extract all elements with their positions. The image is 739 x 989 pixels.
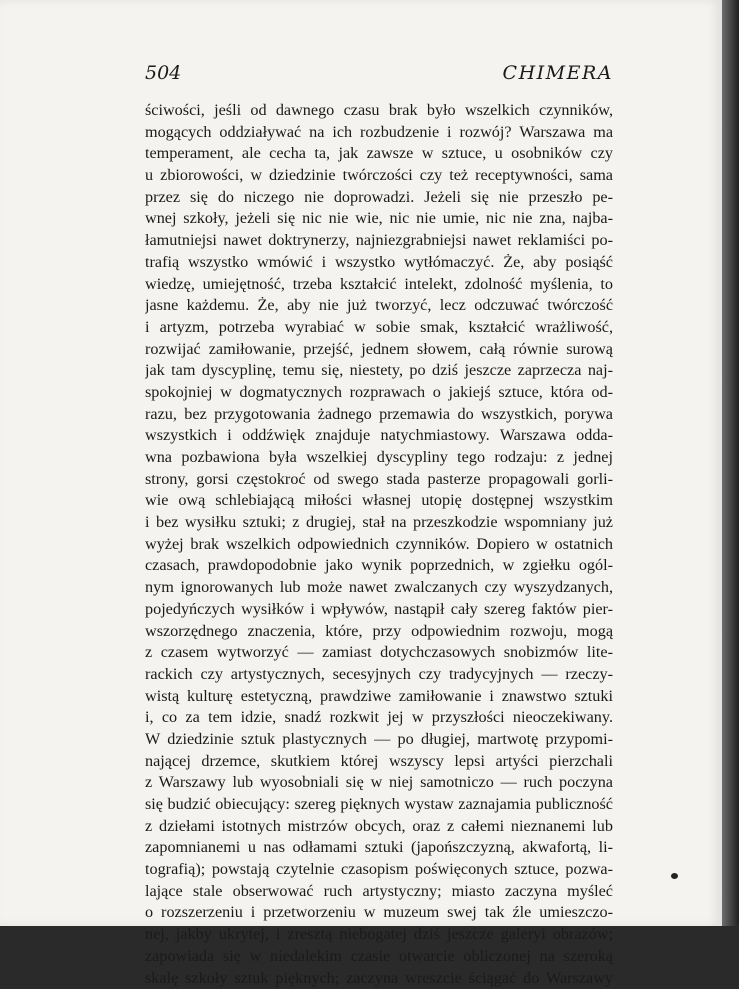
text-line: temperament, ale cecha ta, jak zawsze w sztuce, u osobników czy (145, 143, 613, 165)
text-line: wie ową schlebiającą miłości własnej utopię dostępnej wszystkim (145, 490, 613, 512)
text-line: zapomnianemi u nas odłamami sztuki (japońszczyzną, akwafortą, li- (145, 837, 613, 859)
running-title: CHIMERA (503, 62, 613, 84)
text-line: wyżej brak wszelkich odpowiednich czynników. Dopiero w ostatnich (145, 534, 613, 556)
text-line: skalę szkoły sztuk pięknych; zaczyna wreszcie ściągać do Warszawy (145, 968, 613, 989)
text-line: nej, jakby ukrytej, i zresztą niebogatej dziś jeszcze galeryi obrazów; (145, 924, 613, 946)
text-line: zapowiada się w niedalekim czasie otwarcie obliczonej na szeroką (145, 946, 613, 968)
text-line: i bez wysiłku sztuki; z drugiej, stał na przeszkodzie wspomniany już (145, 512, 613, 534)
text-line: wiedzę, umiejętność, trzeba kształcić intelekt, zdolność myślenia, to (145, 274, 613, 296)
text-line: wszystkich i oddźwięk znajduje natychmiastowy. Warszawa odda- (145, 425, 613, 447)
text-line: przez się do niczego nie doprowadzi. Jeżeli się nie przeszło pe- (145, 187, 613, 209)
page-edge (722, 0, 739, 926)
text-line: wistą kulturę estetyczną, prawdziwe zamiłowanie i znawstwo sztuki (145, 686, 613, 708)
page-number: 504 (145, 62, 181, 84)
text-line: jak tam dyscyplinę, temu się, niestety, po dziś jeszcze zaprzecza naj- (145, 360, 613, 382)
text-line: nającej drzemce, skutkiem której wszyscy lepsi artyści pierzchali (145, 751, 613, 773)
text-line: rozwijać zamiłowanie, przejść, jednem słowem, całą równie surową (145, 339, 613, 361)
text-line: pojedyńczych wysiłków i wpływów, nastąpił cały szereg faktów pier- (145, 599, 613, 621)
text-line: i artyzm, potrzeba wyrabiać w sobie smak, kształcić wrażliwość, (145, 317, 613, 339)
text-line: łamutniejsi nawet doktrynerzy, najniezgrabniejsi nawet reklamiści po- (145, 230, 613, 252)
text-line: mogących oddziaływać na ich rozbudzenie i rozwój? Warszawa ma (145, 122, 613, 144)
text-line: wszorzędnego znaczenia, które, przy odpowiednim rozwoju, mogą (145, 621, 613, 643)
text-line: wnej szkoły, jeżeli się nic nie wie, nic nie umie, nic nie zna, najba- (145, 208, 613, 230)
text-line: wna pozbawiona była wszelkiej dyscypliny tego rodzaju: z jednej (145, 447, 613, 469)
text-line: nym ignorowanych lub może nawet zwalczanych czy wyszydzanych, (145, 577, 613, 599)
text-line: z czasem wytworzyć — zamiast dotychczasowych snobizmów lite- (145, 642, 613, 664)
text-line: u zbiorowości, w dziedzinie twórczości czy też receptywności, sama (145, 165, 613, 187)
text-line: strony, gorsi częstokroć od swego stada pasterze propagowali gorli- (145, 469, 613, 491)
text-line: lające stale obserwować ruch artystyczny; miasto zaczyna myśleć (145, 881, 613, 903)
text-line: jasne każdemu. Że, aby nie już tworzyć, lecz odczuwać twórczość (145, 295, 613, 317)
text-line: z Warszawy lub wyosobniali się w niej samotniczo — ruch poczyna (145, 772, 613, 794)
text-line: trafią wszystko wmówić i wszystko wytłómaczyć. Że, aby posiąść (145, 252, 613, 274)
text-line: o rozszerzeniu i przetworzeniu w muzeum swej tak źle umieszczo- (145, 902, 613, 924)
body-text (145, 100, 613, 989)
text-line: W dziedzinie sztuk plastycznych — po długiej, martwotę przypomi- (145, 729, 613, 751)
text-line: ściwości, jeśli od dawnego czasu brak było wszelkich czynników, (145, 100, 613, 122)
text-line: rackich czy artystycznych, secesyjnych czy tradycyjnych — rzeczy- (145, 664, 613, 686)
text-line: się budzić obiecujący: szereg pięknych wystaw zaznajamia publiczność (145, 794, 613, 816)
text-line: razu, bez przygotowania żadnego przemawia do wszystkich, porywa (145, 404, 613, 426)
ink-spot (671, 873, 678, 879)
text-line: z dziełami istotnych mistrzów obcych, oraz z całemi nieznanemi lub (145, 816, 613, 838)
text-line: tografią); powstają czytelnie czasopism poświęconych sztuce, pozwa- (145, 859, 613, 881)
text-line: i, co za tem idzie, snadź rozkwit jej w przyszłości nieoczekiwany. (145, 707, 613, 729)
text-line: spokojniej w dogmatycznych rozprawach o jakiejś sztuce, która od- (145, 382, 613, 404)
text-line: czasach, prawdopodobnie jako wynik poprzednich, w zgiełku ogól- (145, 555, 613, 577)
page-header (145, 62, 613, 92)
